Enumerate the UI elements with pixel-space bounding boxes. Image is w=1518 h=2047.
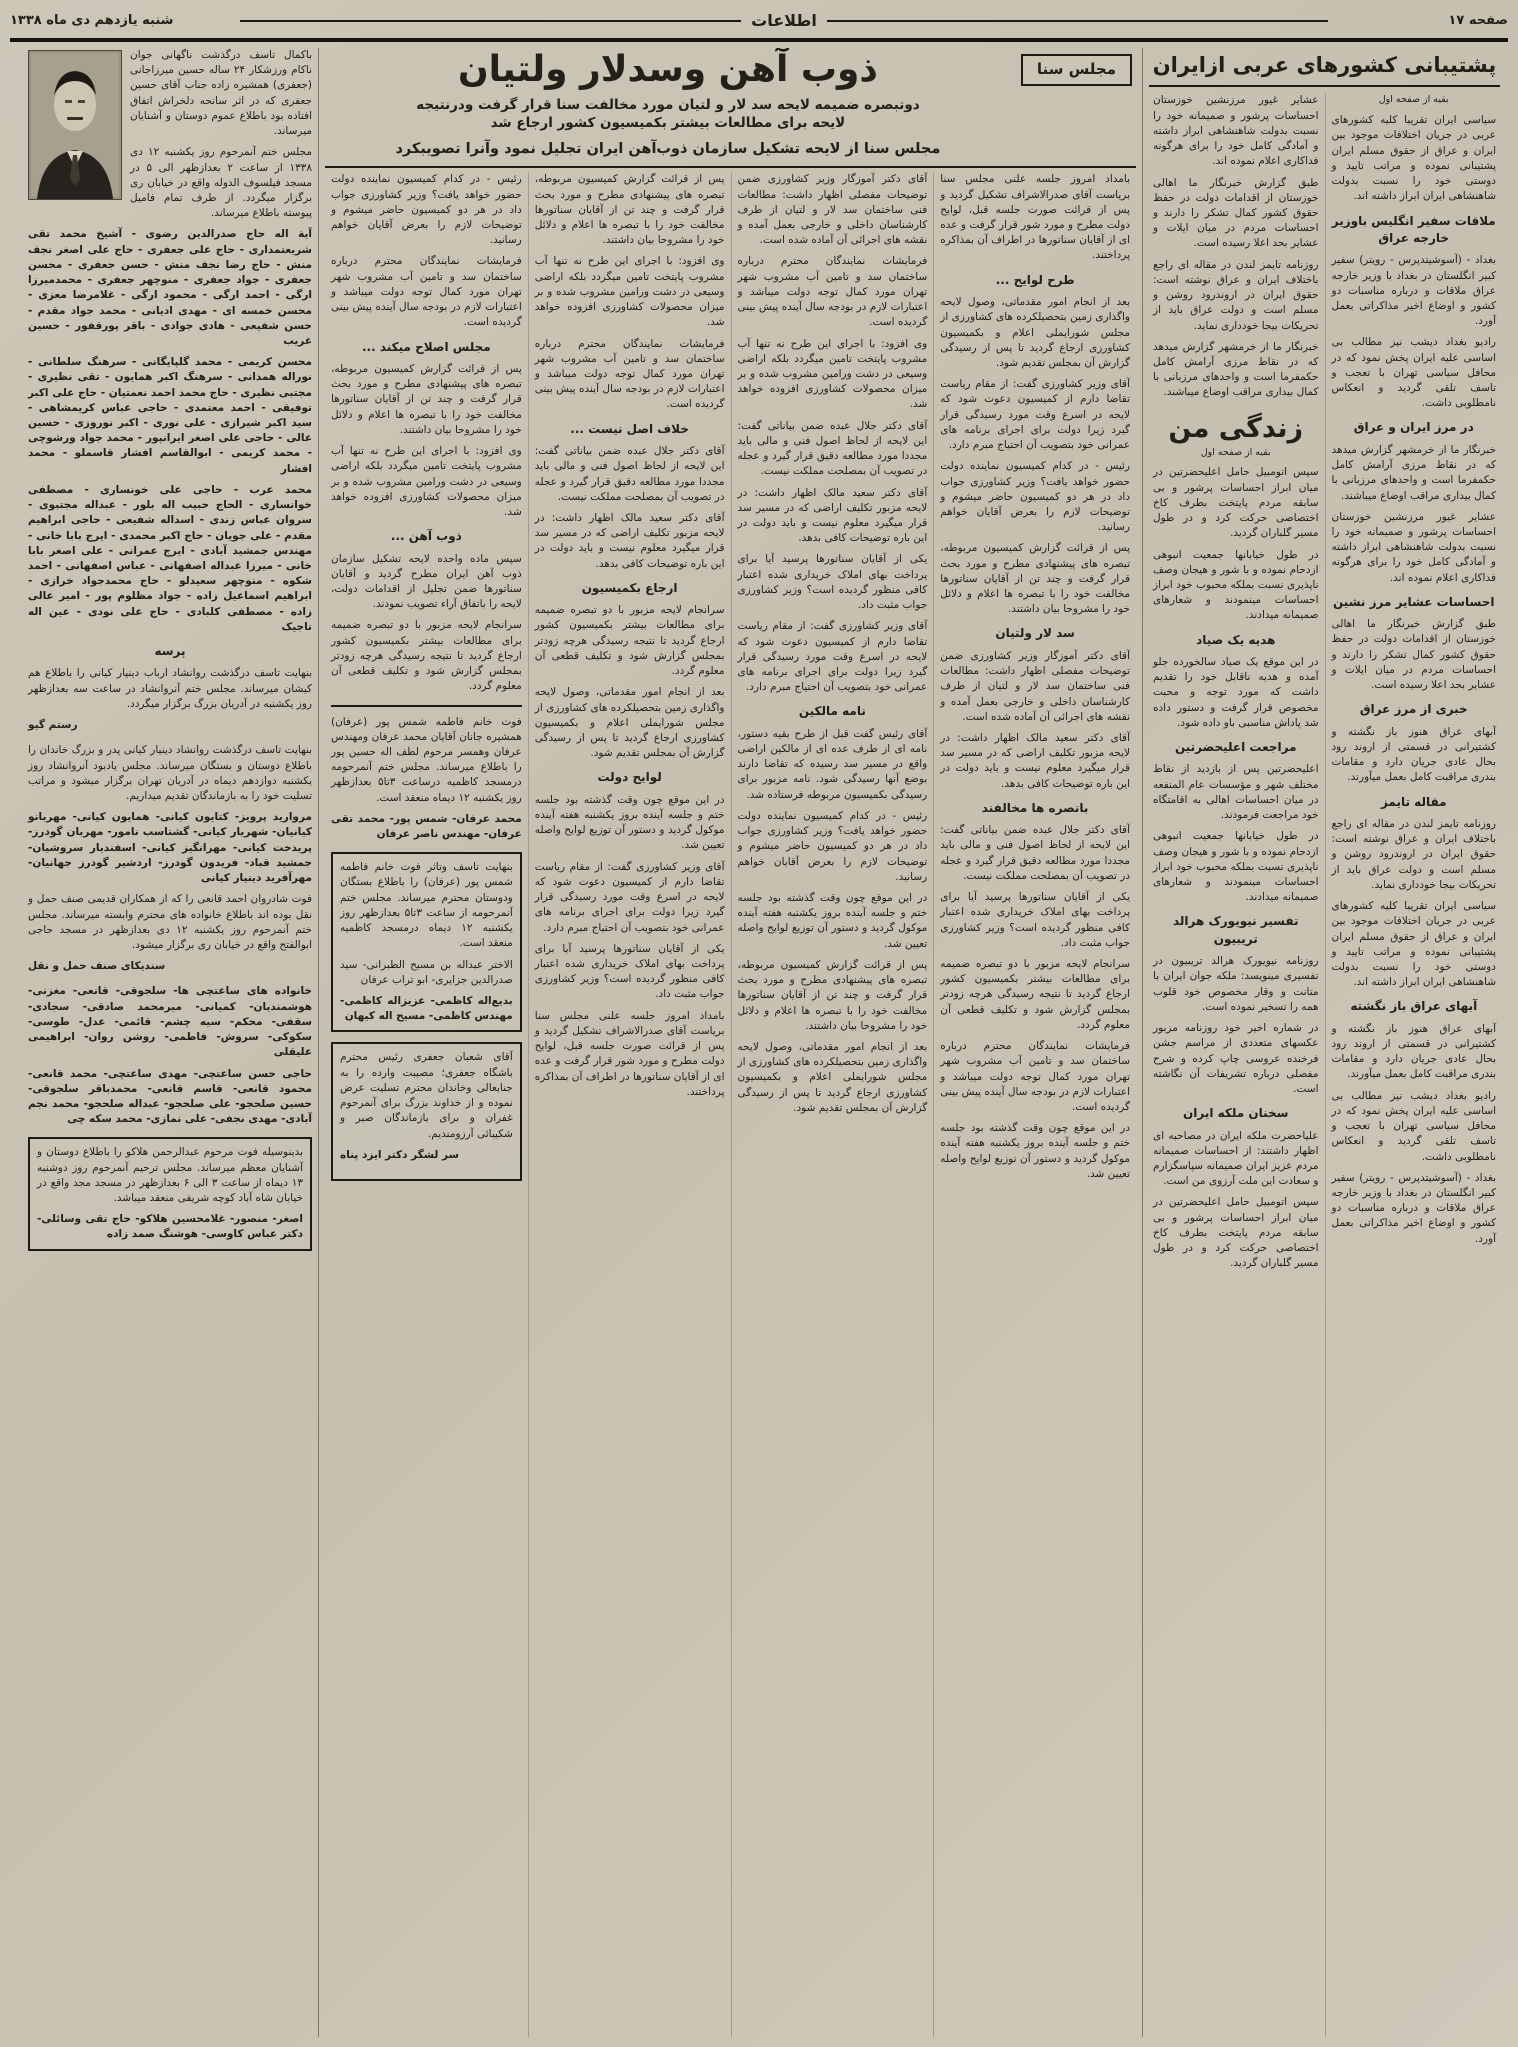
article-column <box>1147 93 1325 2037</box>
article-text: آقای دکتر آموزگار وزیر کشاورزی ضمن توضیحات مفصلی اظهار داشت: مطالعات فنی ساختمان سد لار و لتیان از طرف کارشناسان داخلی و خارجی بعمل آمده و نقشه های اجرائی آن آماده شده است. <box>940 649 1130 723</box>
obituary-notice-box <box>28 1137 312 1250</box>
article-text: عشایر غیور مرزنشین خوزستان احساسات پرشور و صمیمانه خود را نسبت بدولت شاهنشاهی ابراز داشته و آمادگی کامل خود را برای هرگونه فداکاری اعلام نموده اند. <box>1153 94 1319 168</box>
article-column <box>1325 93 1503 2037</box>
names-line: محمد عرب - حاجی علی خونساری - مصطفی خوانساری - الحاج حبیب اله بلور - عبداله مجتبوی - سروان عباس زندی - اسداله شفیعی - حاجی ابراهیم مقدم - علی جویان - حاج اکبر محمدی - ایرج بابا خانی - مهندس جمشید آبادی - ایرج عمرانی - علی اصغر بابا خانی - میرزا عبداله اصفهانی - عباس اصفهانی - احمد شکوه - منوچهر سعیدلو - حاج محمدجواد خرازی - ابراهیم اسماعیل زاده - جواد مظلوم پور - امیر عالی زاده - مصطفی کلبادی - حاج علی نودی - عین اله تاجیک <box>28 483 312 633</box>
article-text: سرانجام لایحه مزبور با دو تبصره ضمیمه برای مطالعات بیشتر بکمیسیون کشور ارجاع گردید تا نتیجه رسیدگی هرچه زودتر بمجلس گزارش شود و تکلیف قطعی آن معلوم گردد. <box>331 619 522 693</box>
subheadline: ذوب آهن ... <box>390 529 462 544</box>
article-text: آقای دکتر جلال عبده ضمن بیاناتی گفت: این لایحه از لحاظ اصول فنی و مالی باید مجددا مورد مطالعه دقیق قرار گیرد و عجله در تصویب آن بمصلحت مملکت نیست. <box>940 824 1130 882</box>
senate-headline-block <box>325 50 1011 160</box>
article-text: بعد از انجام امور مقدماتی، وصول لایحه واگذاری زمین بتحصیلکرده های کشاورزی از مجلس شورایملی اعلام و بکمیسیون کشاورزی ارجاع گردید تا پس از رسیدگی گزارش آن بمجلس تقدیم شود. <box>940 296 1130 369</box>
article-text: رئیس - در کدام کمیسیون نماینده دولت حضور خواهد یافت؟ وزیر کشاورزی جواب داد در هر دو کمیسیون حاضر میشوم و توضیحات لازم را بعرض آقایان خواهم رسانید. <box>940 460 1130 534</box>
article-text: الاختر عبداله بن مسیح الطبرانی- سید صدرالدین جزایری- ابو تراب عرفان <box>340 958 513 986</box>
article-text: یکی از آقایان سناتورها پرسید آیا برای پرداخت بهای املاک خریداری شده اعتبار کافی منظور گردیده است؟ وزیر کشاورزی جواب مثبت داد. <box>737 553 928 612</box>
article-text: بامداد امروز جلسه علنی مجلس سنا بریاست آقای صدرالاشراف تشکیل گردید و پس از قرائت صورت جلسه قبل، لوایح دولت مطرح و مورد شور قرار گرفت و عده ای از آقایان سناتورها در اطراف آن بمذاکره پرداختند. <box>940 173 1130 262</box>
subheadline: پرسه <box>154 644 186 659</box>
section-divider <box>331 705 522 707</box>
article-text: اعلیحضرتین پس از بازدید از نقاط مختلف شهر و مؤسسات عام المنفعه در میان احساسات اهالی به اقامتگاه خود مراجعت فرمودند. <box>1153 763 1319 822</box>
senate-header <box>325 48 1136 168</box>
obituary-notice-box <box>331 852 522 1032</box>
article-text: وی افزود: با اجرای این طرح نه تنها آب مشروب پایتخت تامین میگردد بلکه اراضی وسیعی در دشت ورامین مشروب شده و بر میزان محصولات کشاورزی افزوده خواهد شد. <box>534 255 725 329</box>
article-text: فوت خانم فاطمه شمس پور (عرفان) همشیره جانان آقایان محمد عرفان ومهندس عرفان وهمسر مرحوم لطف اله حسین پور را باطلاع میرساند. مجلس ختم آنمرحومه درمسجد کاظمیه درساعت ۳تا۵ بعدازظهر روز یکشنبه ۱۲ دیماه منعقد است. <box>331 715 522 804</box>
article-text: سیاسی ایران تقریبا کلیه کشورهای عربی در جریان اختلافات موجود بین ایران و عراق از حقوق مسلم ایران پشتیبانی نموده و مراتب تایید و دوستی خود را نسبت بدولت شاهنشاهی ایران ابراز داشته اند. <box>1331 114 1496 203</box>
subheadline: خبری از مرز عراق <box>1359 702 1468 717</box>
subheadline: هدیه یک صیاد <box>1196 632 1276 647</box>
article-text: فرمایشات نمایندگان محترم درباره ساختمان سد و تامین آب مشروب شهر تهران مورد کمال توجه دولت میباشد و اعتبارات لازم در بودجه سال آینده پیش بینی گردیده است. <box>534 337 725 411</box>
masthead-rule <box>827 20 1328 22</box>
signature-line: رستم گیو <box>28 719 78 732</box>
article-text: علیاحضرت ملکه ایران در مصاحبه ای اظهار داشتند: از احساسات صمیمانه مردم عزیز ایران صمیمانه سپاسگزارم و سعادت این ملت آرزوی من است. <box>1153 1129 1319 1188</box>
subheadline: سخنان ملکه ایران <box>1183 1106 1289 1121</box>
subheadline: خلاف اصل نیست ... <box>570 421 689 436</box>
article-text: یکی از آقایان سناتورها پرسید آیا برای پرداخت بهای املاک خریداری شده اعتبار کافی منظور گردیده است؟ وزیر کشاورزی جواب مثبت داد. <box>534 942 725 1001</box>
article-text: بغداد - (آسوشیتدپرس - رویتر) سفیر کبیر انگلستان در بغداد با وزیر خارجه عراق ملاقات و درباره مناسبات دو کشور و اوضاع اخیر مذاکراتی بعمل آورد. <box>1331 254 1496 328</box>
headline-deck: دوتبصره ضمیمه لایحه سد لار و لتیان مورد مخالفت سنا قرار گرفت ودرنتیجه <box>416 96 920 113</box>
article-text: بدینوسیله فوت مرحوم عبدالرحمن هلاکو را باطلاع دوستان و آشنایان معظم میرساند. مجلس ترحیم آنمرحوم روز دوشنبه ۱۳ دیماه از ساعت ۳ الی ۶ بعدازظهر در مسجد مجد واقع در خیابان شاه آباد کوچه شریفی منعقد میباشد. <box>37 1146 303 1205</box>
subheadline: ملاقات سفیر انگلیس باوزیر خارجه عراق <box>1331 213 1496 245</box>
article-text: روزنامه تایمز لندن در مقاله ای راجع باختلاف ایران و عراق نوشته است: حقوق ایران در اروندرود روشن و مسلم است و دولت عراق باید از تحریکات بیجا خودداری نماید. <box>1331 817 1496 891</box>
article-text: فرمایشات نمایندگان محترم درباره ساختمان سد و تامین آب مشروب شهر تهران مورد کمال توجه دولت میباشد و اعتبارات لازم در بودجه سال آینده پیش بینی گردیده است. <box>940 1040 1130 1113</box>
article-arab-support <box>1142 48 1508 2037</box>
page-number: صفحه ۱۷ <box>1448 12 1508 28</box>
obituary-notice <box>331 715 522 843</box>
names-line: آیة اله حاج صدرالدین رضوی - آشیخ محمد تقی شریعتمداری - حاج علی جعفری - حاج علی اصغر نجف منش - حاج رضا نجف منش - حسن جعفری - محسن جعفری - جواد جعفری - منوچهر جعفری - محمدمیرزا ارگی - احمد ارگی - محمود ارگی - غلامرضا معزی - محسن خمسه ای - مهدی ادیانی - محمد جواد مقدم - حسن شفیعی - هادی جوادی - باقر پورقفور - حسین غریب <box>28 228 312 347</box>
article-text: آقای دکتر آموزگار وزیر کشاورزی ضمن توضیحات مفصلی اظهار داشت: مطالعات فنی ساختمان سد لار و لتیان از طرف کارشناسان داخلی و خارجی بعمل آمده و نقشه های اجرائی آن آماده شده است. <box>737 173 928 247</box>
article-text: پس از قرائت گزارش کمیسیون مربوطه، تبصره های پیشنهادی مطرح و مورد بحث قرار گرفت و چند تن از آقایان سناتورها مخالفت خود را با تبصره ها اعلام و دلائل خود را مشروحا بیان داشتند. <box>737 958 928 1032</box>
names-line: خانواده های ساعتچی ها- سلجوقی- قانعی- مغزنی- هوشمندیان- کمیانی- میرمحمد صادقی- سجادی- سقفی- محکم- سیه چشم- قائمی- عدل- طوسی- سکوکی- سروش- فاطمی- روشن روان- ابراهیمی علیقلی <box>28 985 312 1059</box>
article-text: فوت شادروان احمد قانعی را که از همکاران قدیمی صنف حمل و نقل بوده اند باطلاع خانواده های محترم وابسته میرساند. مجلس ختم آنمرحوم روز یکشنبه ۱۲ دی بعدازظهر در مسجد حاجی ابوالفتح واقع در خیابان ری برگزار میشود. <box>28 893 312 951</box>
subheadline: مراجعت اعلیحضرتین <box>1174 740 1297 755</box>
article-text: در این موقع چون وقت گذشته بود جلسه ختم و جلسه آینده بروز یکشنبه هفته آینده موکول گردید و دستور آن توزیع لوایح واصله تعیین شد. <box>737 891 928 950</box>
article-text: سیاسی ایران تقریبا کلیه کشورهای عربی در جریان اختلافات موجود بین ایران و عراق از حقوق مسلم ایران پشتیبانی نموده و مراتب تایید و دوستی خود را نسبت بدولت شاهنشاهی ایران ابراز داشته اند. <box>1331 900 1496 989</box>
article-text: بعد از انجام امور مقدماتی، وصول لایحه واگذاری زمین بتحصیلکرده های کشاورزی از مجلس شورایملی اعلام و بکمیسیون کشاورزی ارجاع گردید تا پس از رسیدگی گزارش آن بمجلس تقدیم شود. <box>534 686 725 760</box>
article-text: رادیو بغداد دیشب نیز مطالب بی اساسی علیه ایران پخش نمود که در محافل سیاسی تهران با تعجب و تاسف تلقی گردید و انعکاس نامطلوبی داشت. <box>1331 336 1496 410</box>
article-text: آقای رئیس گفت قبل از طرح بقیه دستور، نامه ای از طرف عده ای از مالکین اراضی واقع در مسیر سد رسیده که تقاضا دارند بوضع آنها رسیدگی شود. نامه مزبور برای رسیدگی بکمیسیون مربوطه فرستاده شد. <box>737 727 928 801</box>
article-text: فرمایشات نمایندگان محترم درباره ساختمان سد و تامین آب مشروب شهر تهران مورد کمال توجه دولت میباشد و اعتبارات لازم در بودجه سال آینده پیش بینی گردیده است. <box>737 255 928 329</box>
page-body <box>10 48 1508 2037</box>
subheadline: احساسات عشایر مرز نشین <box>1333 594 1495 609</box>
subheadline: سد لار ولتیان <box>995 626 1075 641</box>
names-line: مروارید پرویز- کتایون کیانی- همایون کیانی- مهربانو کیانیان- شهریار کیانی- گشتاسب نامور- مهربان گودرز- پریدخت کیانی- مهرانگیز کیانی- اسفندیار سروشیان- جمشید قباد- فریدون گودرز- اردشیر گودرز جهانیان- مهرآفرید دینیار کیانی <box>28 811 312 885</box>
subheadline: طرح لوایح ... <box>995 272 1075 287</box>
subheadline: تفسیر نیویورک هرالد تریبیون <box>1172 914 1299 946</box>
article-text: عشایر غیور مرزنشین خوزستان احساسات پرشور و صمیمانه خود را نسبت بدولت شاهنشاهی ابراز داشته و آمادگی کامل خود را برای هرگونه فداکاری اعلام نموده اند. <box>1331 510 1496 584</box>
subheadline: نامه مالکین <box>798 704 866 719</box>
article-text: بغداد - (آسوشیتدپرس - رویتر) سفیر کبیر انگلستان در بغداد با وزیر خارجه عراق ملاقات و درباره مناسبات دو کشور و اوضاع اخیر مذاکراتی بعمل آورد. <box>1331 1171 1496 1245</box>
article-text: آقای دکتر سعید مالک اظهار داشت: در لایحه مزبور تکلیف اراضی که در مسیر سد قرار میگیرد معلوم نیست و باید دولت در این باره توضیحات کافی بدهد. <box>534 511 725 570</box>
subheadline: در مرز ایران و عراق <box>1353 420 1474 435</box>
article-senate <box>318 48 1142 2037</box>
article-text: در این موقع یک صیاد سالخورده جلو آمده و هدیه ناقابل خود را تقدیم داشت که مورد توجه و محبت مخصوص قرار گرفت و دستور داده شد پاداش مناسبی باو داده شود. <box>1153 655 1319 729</box>
article-column <box>325 172 528 2037</box>
article-text: آبهای عراق هنوز باز نگشته و کشتیرانی در قسمتی از اروند رود بحال عادی جریان دارد و مقامات بندری مراقبت کامل بعمل میآورند. <box>1331 725 1496 784</box>
article-text: سرانجام لایحه مزبور با دو تبصره ضمیمه برای مطالعات بیشتر بکمیسیون کشور ارجاع گردید تا نتیجه رسیدگی هرچه زودتر بمجلس گزارش شود و تکلیف قطعی آن معلوم گردد. <box>940 957 1130 1031</box>
issue-date: شنبه یازدهم دی ماه ۱۳۳۸ <box>10 12 174 28</box>
article-text: آقای وزیر کشاورزی گفت: از مقام ریاست تقاضا دارم از کمیسیون دعوت شود که لایحه در اسرع وقت مورد رسیدگی قرار گیرد زیرا دولت برای اجرای برنامه های عمرانی خود بتصویب آن احتیاج مبرم دارد. <box>737 620 928 694</box>
masthead: اطلاعات <box>751 11 817 31</box>
section-headline: زندگی من <box>1168 412 1304 444</box>
article-headline: پشتیبانی کشورهای عربی ازایران <box>1149 50 1500 87</box>
article-text: آقای دکتر سعید مالک اظهار داشت: در لایحه مزبور تکلیف اراضی که در مسیر سد قرار میگیرد معلوم نیست و باید دولت در این باره توضیحات کافی بدهد. <box>940 731 1130 790</box>
article-text: یکی از آقایان سناتورها پرسید آیا برای پرداخت بهای املاک خریداری شده اعتبار کافی منظور گردیده است؟ وزیر کشاورزی جواب مثبت داد. <box>940 891 1130 949</box>
article-text: فرمایشات نمایندگان محترم درباره ساختمان سد و تامین آب مشروب شهر تهران مورد کمال توجه دولت میباشد و اعتبارات لازم در بودجه سال آینده پیش بینی گردیده است. <box>331 255 522 329</box>
subheadline: باتصره ها مخالفند <box>981 800 1089 815</box>
article-text: بنهایت تاسف درگذشت روانشاد ارباب دینیار کیانی را باطلاع هم کیشان میرساند. مجلس ختم آنروانشاد در ساعت سه بعدازظهر روز یکشنبه در آدریان بزرگ برگزار میگردد. <box>28 667 312 710</box>
article-text: رادیو بغداد دیشب نیز مطالب بی اساسی علیه ایران پخش نمود که در محافل سیاسی تهران با تعجب و تاسف تلقی گردید و انعکاس نامطلوبی داشت. <box>1331 1089 1496 1163</box>
article-text: رئیس - در کدام کمیسیون نماینده دولت حضور خواهد یافت؟ وزیر کشاورزی جواب داد در هر دو کمیسیون حاضر میشوم و توضیحات لازم را بعرض آقایان خواهم رسانید. <box>737 809 928 883</box>
article-text: طبق گزارش خبرنگار ما اهالی خوزستان از اقدامات دولت در حفظ حقوق کشور کمال تشکر را دارند و احساسات مردم در میان ایلات و عشایر بحد اعلا رسیده است. <box>1331 618 1496 692</box>
article-text: پس از قرائت گزارش کمیسیون مربوطه، تبصره های پیشنهادی مطرح و مورد بحث قرار گرفت و چند تن از آقایان سناتورها مخالفت خود را با تبصره ها اعلام و دلائل خود را مشروحا بیان داشتند. <box>534 173 725 247</box>
page-header <box>10 6 1508 36</box>
article-text: بنهایت تاسف وتاثر فوت خانم فاطمه شمس پور (عرفان) را باطلاع بستگان ودوستان محترم میرساند. مجلس ختم آنمرحومه از ساعت ۳تا۵ بعدازظهر روز یکشنبه ۱۲ دیماه درمسجد کاظمیه منعقد است. <box>340 861 513 950</box>
header-rule <box>10 38 1508 42</box>
subheadline: مجلس اصلاح میکند ... <box>361 339 491 354</box>
article-text: پس از قرائت گزارش کمیسیون مربوطه، تبصره های پیشنهادی مطرح و مورد بحث قرار گرفت و چند تن از آقایان سناتورها مخالفت خود را با تبصره ها اعلام و دلائل خود را مشروحا بیان داشتند. <box>331 362 522 436</box>
masthead-row <box>240 9 1328 32</box>
subheadline: مقاله تایمز <box>1380 794 1447 809</box>
article-text: سپس اتومبیل حامل اعلیحضرتین در میان ابراز احساسات پرشور و بی سابقه مردم پایتخت بطرف کاخ اختصاصی حرکت کرد و در طول مسیر گلباران گردید. <box>1153 1196 1319 1270</box>
article-text: در طول خیابانها جمعیت انبوهی ازدحام نموده و با شور و هیجان وصف ناپذیری نسبت بملکه محبوب خود ابراز احساسات مینمودند و شعارهای صمیمانه میدادند. <box>1153 548 1319 622</box>
article-text: خبرنگار ما از خرمشهر گزارش میدهد که در نقاط مرزی آرامش کامل حکمفرما است و واحدهای مرزبانی با کمال بیداری مراقب اوضاع میباشند. <box>1153 340 1319 399</box>
subheadline: آبهای عراق باز نگشته <box>1350 999 1478 1014</box>
names-line: بدیع‌اله کاظمی- عزیزاله کاظمی- مهندس کاظمی- مسیح اله کیهان <box>340 995 513 1023</box>
article-text: پس از قرائت گزارش کمیسیون مربوطه، تبصره های پیشنهادی مطرح و مورد بحث قرار گرفت و چند تن از آقایان سناتورها مخالفت خود را با تبصره ها اعلام و دلائل خود را مشروحا بیان داشتند. <box>940 542 1130 616</box>
continued-note: بقیه از صفحه اول <box>1200 446 1271 458</box>
article-text: بنهایت تاسف درگذشت روانشاد دینیار کیانی پدر و بزرگ خاندان را باطلاع دوستان و بستگان میرساند. مجلس یادبود آنروانشاد روز یکشنبه دوازدهم دیماه در آدریان تهران برگزار میشود و مراتب تسلیت خود را به بازماندگان تقدیم میداریم. <box>28 744 312 803</box>
article-text: در شماره اخیر خود روزنامه مزبور عکسهای متعددی از مراسم جشن فرخنده عروسی چاپ کرده و شرح مفصلی درباره تشریفات آن نگاشته است. <box>1153 1022 1319 1095</box>
article-text: سرانجام لایحه مزبور با دو تبصره ضمیمه برای مطالعات بیشتر بکمیسیون کشور ارجاع گردید تا نتیجه رسیدگی هرچه زودتر بمجلس گزارش شود و تکلیف قطعی آن معلوم گردد. <box>534 604 725 678</box>
masthead-rule <box>240 20 741 22</box>
article-text: آقای دکتر جلال عبده ضمن بیاناتی گفت: این لایحه از لحاظ اصول فنی و مالی باید مجددا مورد مطالعه دقیق قرار گیرد و عجله در تصویب آن بمصلحت مملکت نیست. <box>737 419 928 478</box>
main-headline: ذوب آهن وسدلار ولتیان <box>457 49 878 90</box>
article-text: سپس ماده واحده لایحه تشکیل سازمان ذوب آهن ایران مطرح گردید و آقایان سناتورها ضمن تجلیل از اقدامات دولت، لایحه را باتفاق آراء تصویب نمودند. <box>331 552 522 611</box>
condolence-notice-box <box>331 1042 522 1181</box>
article-text: باکمال تاسف درگذشت ناگهانی جوان ناکام ورزشکار ۲۴ ساله حسین میرزاجانی (جعفری) همشیره زاده جناب آقای حسین جعفری که در اثر سانحه دلخراش اتفاق افتاده بود باطلاع عموم دوستان و آشنایان میرساند. <box>130 49 313 138</box>
article-column <box>933 172 1136 2037</box>
continued-note: بقیه از صفحه اول <box>1378 94 1449 106</box>
article-text: روزنامه نیویورک هرالد تریبیون در تفسیری مینویسد: ملکه جوان ایران با متانت و وقار مخصوص خود قلوب همه را تسخیر نموده است. <box>1153 955 1319 1013</box>
subheadline: لوایح دولت <box>597 770 662 785</box>
article-column <box>528 172 731 2037</box>
article-text: بامداد امروز جلسه علنی مجلس سنا بریاست آقای صدرالاشراف تشکیل گردید و پس از قرائت صورت جلسه قبل، لوایح دولت مطرح و مورد شور قرار گرفت و عده ای از آقایان سناتورها در اطراف آن بمذاکره پرداختند. <box>534 1009 725 1098</box>
headline-subdeck: مجلس سنا از لایحه تشکیل سازمان ذوب‌آهن ایران تجلیل نمود وآنرا تصویبکرد <box>395 141 941 158</box>
article-text: رئیس - در کدام کمیسیون نماینده دولت حضور خواهد یافت؟ وزیر کشاورزی جواب داد در هر دو کمیسیون حاضر میشوم و توضیحات لازم را بعرض آقایان خواهم رسانید. <box>331 173 522 247</box>
article-text: آقای دکتر جلال عبده ضمن بیاناتی گفت: این لایحه از لحاظ اصول فنی و مالی باید مجددا مورد مطالعه دقیق قرار گیرد و عجله در تصویب آن بمصلحت مملکت نیست. <box>534 445 725 503</box>
article-text: آقای شعبان جعفری رئیس محترم باشگاه جعفری؛ مصیبت وارده را به جنابعالی وخاندان محترم تسلیت عرض نموده و از خداوند بزرگ برای آنمرحوم غفران و برای بازماندگان صبر و شکیبائی آرزومندیم. <box>340 1051 513 1140</box>
signature-line: سر لشگر دکتر ایزد پناه <box>340 1148 459 1161</box>
senate-kicker-box: مجلس سنا <box>1021 54 1132 86</box>
names-line: حاجی حسن ساعتچی- مهدی ساعتچی- محمد قانعی- محمود قانعی- قاسم قانعی- محمدباقر سلجوقی- حسین صلحجو- علی صلحجو- عبداله صلحجو- محمد نجم آبادی- مهدی نجفی- علی نمازی- محمد سکه چی <box>28 1067 312 1126</box>
article-text: آقای وزیر کشاورزی گفت: از مقام ریاست تقاضا دارم از کمیسیون دعوت شود که لایحه در اسرع وقت مورد رسیدگی قرار گیرد زیرا دولت برای اجرای برنامه های عمرانی خود بتصویب آن احتیاج مبرم دارد. <box>534 860 725 934</box>
article-text: آقای وزیر کشاورزی گفت: از مقام ریاست تقاضا دارم از کمیسیون دعوت شود که لایحه در اسرع وقت مورد رسیدگی قرار گیرد زیرا دولت برای اجرای برنامه های عمرانی خود بتصویب آن احتیاج مبرم دارد. <box>940 378 1130 452</box>
article-text: آقای دکتر سعید مالک اظهار داشت: در لایحه مزبور تکلیف اراضی که در مسیر سد قرار میگیرد معلوم نیست و باید دولت در این باره توضیحات کافی بدهد. <box>737 486 928 545</box>
article-text: روزنامه تایمز لندن در مقاله ای راجع باختلاف ایران و عراق نوشته است: حقوق ایران در اروندرود روشن و مسلم است و دولت عراق باید از تحریکات بیجا خودداری نماید. <box>1153 258 1319 332</box>
names-line: اصغر- منصور- غلامحسین هلاکو- حاج تقی وسائلی- دکتر عباس کاوسی- هوشنگ صمد زاده <box>37 1213 303 1241</box>
subheadline: ارجاع بکمیسیون <box>581 580 678 595</box>
article-text: خبرنگار ما از خرمشهر گزارش میدهد که در نقاط مرزی آرامش کامل حکمفرما است و واحدهای مرزبانی با کمال بیداری مراقب اوضاع میباشند. <box>1331 443 1496 502</box>
obituary-names-stream <box>28 227 312 1127</box>
headline-deck: لایحه برای مطالعات بیشتر بکمیسیون کشور ارجاع شد <box>490 115 846 132</box>
article-text: در این موقع چون وقت گذشته بود جلسه ختم و جلسه آینده بروز یکشنبه هفته آینده موکول گردید و دستور آن توزیع لوایح واصله تعیین شد. <box>940 1122 1130 1180</box>
article-text: وی افزود: با اجرای این طرح نه تنها آب مشروب پایتخت تامین میگردد بلکه اراضی وسیعی در دشت ورامین مشروب شده و بر میزان محصولات کشاورزی افزوده خواهد شد. <box>331 445 522 518</box>
portrait-photo <box>28 50 122 200</box>
article-column <box>731 172 934 2037</box>
names-line: محسن کریمی - محمد گلپایگانی - سرهنگ سلطانی - نوراله همدانی - سرهنگ اکبر همایون - تقی نظیری - مجتبی نظیری - حاج محمد احمد نعمتیان - حاج علی اکبر توفیقی - احمد معتمدی - حاجی عباس کریمشاهی - سید اکبر شیرازی - علی نوری - اکبر نوروزی - حسین عالی - حاجی علی اصغر ایرانپور - محمد جواد ورشوچی - محمد کریمی - ابوالقاسم افشار قاسملو - محمد افشار <box>28 356 312 475</box>
article-text: بعد از انجام امور مقدماتی، وصول لایحه واگذاری زمین بتحصیلکرده های کشاورزی از مجلس شورایملی اعلام و بکمیسیون کشاورزی ارجاع گردید تا پس از رسیدگی گزارش آن بمجلس تقدیم شود. <box>737 1040 928 1114</box>
names-line: محمد عرفان- شمس پور- محمد تقی عرفان- مهندس ناصر عرفان <box>331 812 522 841</box>
article-text-block <box>331 172 522 694</box>
article-text: وی افزود: با اجرای این طرح نه تنها آب مشروب پایتخت تامین میگردد بلکه اراضی وسیعی در دشت ورامین مشروب شده و بر میزان محصولات کشاورزی افزوده خواهد شد. <box>737 337 928 411</box>
article-text: طبق گزارش خبرنگار ما اهالی خوزستان از اقدامات دولت در حفظ حقوق کشور کمال تشکر را دارند و احساسات مردم در میان ایلات و عشایر بحد اعلا رسیده است. <box>1153 176 1319 250</box>
article-text: مجلس ختم آنمرحوم روز یکشنبه ۱۲ دی ۱۳۳۸ از ساعت ۲ بعدازظهر الی ۵ در مسجد فیلسوف الدوله واقع در خیابان ری برگزار میگردد. از طرف تمام فامیل پیوسته باطلاع میرساند. <box>130 146 312 220</box>
article-text: سپس اتومبیل حامل اعلیحضرتین در میان ابراز احساسات پرشور و بی سابقه مردم پایتخت بطرف کاخ اختصاصی حرکت کرد و در طول مسیر گلباران گردید. <box>1153 466 1319 540</box>
obituary-column <box>26 48 318 2037</box>
signature-line: سندیکای صنف حمل و نقل <box>28 960 166 973</box>
article-text: آبهای عراق هنوز باز نگشته و کشتیرانی در قسمتی از اروند رود بحال عادی جریان دارد و مقامات بندری مراقبت کامل بعمل میآورند. <box>1331 1022 1496 1081</box>
article-text: در طول خیابانها جمعیت انبوهی ازدحام نموده و با شور و هیجان وصف ناپذیری نسبت بملکه محبوب خود ابراز احساسات مینمودند و شعارهای صمیمانه میدادند. <box>1153 830 1319 904</box>
article-text: در این موقع چون وقت گذشته بود جلسه ختم و جلسه آینده بروز یکشنبه هفته آینده موکول گردید و دستور آن توزیع لوایح واصله تعیین شد. <box>534 793 725 852</box>
